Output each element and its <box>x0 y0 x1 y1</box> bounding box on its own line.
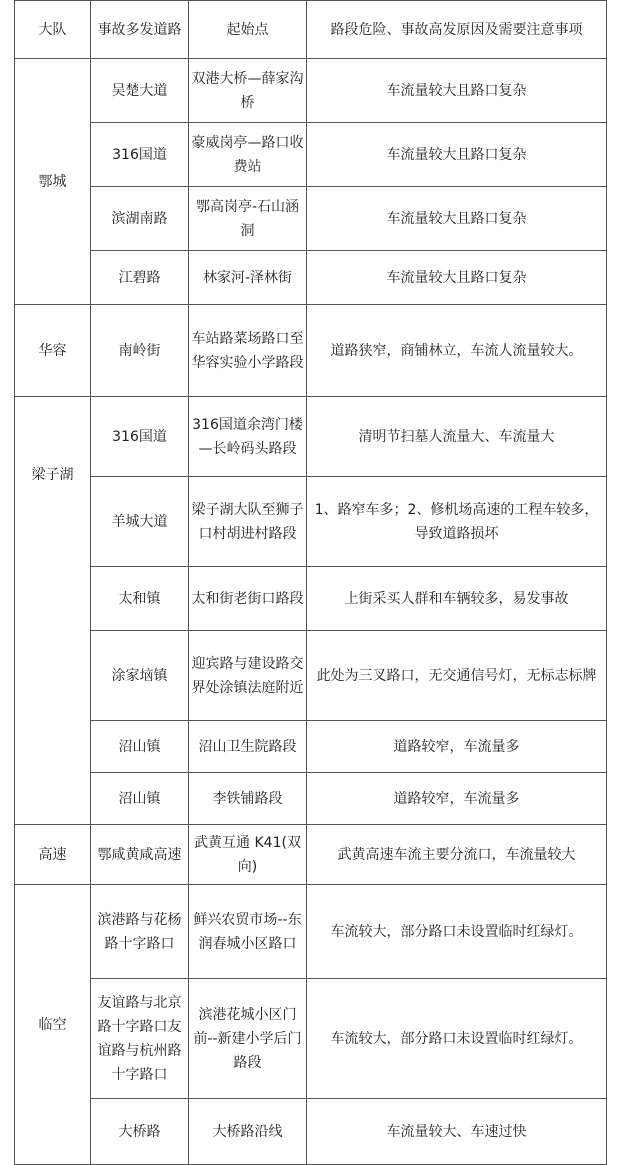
road-cell: 鄂咸黄咸高速 <box>91 825 189 885</box>
brigade-cell: 高速 <box>15 825 91 885</box>
road-cell: 江碧路 <box>91 251 189 305</box>
table-row <box>15 305 607 397</box>
section-cell: 双港大桥—薛家沟桥 <box>189 59 307 123</box>
table-row <box>15 1099 607 1165</box>
brigade-cell: 鄂城 <box>15 59 91 305</box>
table-row <box>15 187 607 251</box>
note-cell: 武黄高速车流主要分流口，车流量较大 <box>307 825 607 885</box>
road-cell: 沼山镇 <box>91 773 189 825</box>
section-cell: 太和街老街口路段 <box>189 567 307 631</box>
note-cell: 车流量较大、车速过快 <box>307 1099 607 1165</box>
road-cell: 沼山镇 <box>91 721 189 773</box>
note-cell: 上街采买人群和车辆较多，易发事故 <box>307 567 607 631</box>
road-cell: 316国道 <box>91 397 189 477</box>
road-cell: 316国道 <box>91 123 189 187</box>
note-cell: 车流量较大且路口复杂 <box>307 251 607 305</box>
section-cell: 滨港花城小区门前--新建小学后门路段 <box>189 979 307 1099</box>
note-cell: 此处为三叉路口，无交通信号灯，无标志标牌 <box>307 631 607 721</box>
note-cell: 车流量较大且路口复杂 <box>307 123 607 187</box>
road-cell: 滨港路与花杨路十字路口 <box>91 885 189 979</box>
table-row <box>15 251 607 305</box>
header-brigade: 大队 <box>15 1 91 59</box>
section-cell: 316国道余湾门楼—长岭码头路段 <box>189 397 307 477</box>
table-row <box>15 979 607 1099</box>
note-cell: 道路较窄，车流量多 <box>307 721 607 773</box>
section-cell: 豪威岗亭—路口收费站 <box>189 123 307 187</box>
table-row <box>15 721 607 773</box>
road-cell: 滨湖南路 <box>91 187 189 251</box>
section-cell: 林家河-泽林街 <box>189 251 307 305</box>
section-cell: 大桥路沿线 <box>189 1099 307 1165</box>
brigade-cell: 梁子湖 <box>15 397 91 825</box>
section-cell: 车站路菜场路口至华容实验小学路段 <box>189 305 307 397</box>
section-cell: 鄂高岗亭-石山涵洞 <box>189 187 307 251</box>
road-cell: 涂家垴镇 <box>91 631 189 721</box>
note-cell: 车流较大，部分路口未设置临时红绿灯。 <box>307 885 607 979</box>
note-cell: 道路较窄，车流量多 <box>307 773 607 825</box>
table-row <box>15 885 607 979</box>
note-cell: 车流量较大且路口复杂 <box>307 187 607 251</box>
road-cell: 吴楚大道 <box>91 59 189 123</box>
road-cell: 太和镇 <box>91 567 189 631</box>
table-row <box>15 825 607 885</box>
header-note: 路段危险、事故高发原因及需要注意事项 <box>307 1 607 59</box>
table-row <box>15 773 607 825</box>
table-row <box>15 567 607 631</box>
note-cell: 车流较大，部分路口未设置临时红绿灯。 <box>307 979 607 1099</box>
note-cell: 道路狭窄，商铺林立，车流人流量较大。 <box>307 305 607 397</box>
section-cell: 鲜兴农贸市场--东润春城小区路口 <box>189 885 307 979</box>
table-row <box>15 477 607 567</box>
road-cell: 羊城大道 <box>91 477 189 567</box>
brigade-cell: 临空 <box>15 885 91 1165</box>
header-road: 事故多发道路 <box>91 1 189 59</box>
note-cell: 车流量较大且路口复杂 <box>307 59 607 123</box>
road-cell: 南岭街 <box>91 305 189 397</box>
section-cell: 武黄互通 K41(双向) <box>189 825 307 885</box>
section-cell: 李铁铺路段 <box>189 773 307 825</box>
note-cell: 清明节扫墓人流量大、车流量大 <box>307 397 607 477</box>
brigade-cell: 华容 <box>15 305 91 397</box>
table-row <box>15 59 607 123</box>
section-cell: 迎宾路与建设路交界处涂镇法庭附近 <box>189 631 307 721</box>
section-cell: 梁子湖大队至狮子口村胡进村路段 <box>189 477 307 567</box>
table-row <box>15 397 607 477</box>
note-cell: 1、路窄车多；2、修机场高速的工程车较多，导致道路损坏 <box>307 477 607 567</box>
section-cell: 沼山卫生院路段 <box>189 721 307 773</box>
table-row <box>15 123 607 187</box>
header-section: 起始点 <box>189 1 307 59</box>
road-cell: 大桥路 <box>91 1099 189 1165</box>
road-cell: 友谊路与北京路十字路口友谊路与杭州路十字路口 <box>91 979 189 1099</box>
table-row <box>15 631 607 721</box>
accident-roads-table <box>14 0 607 1165</box>
table-header-row <box>15 1 607 59</box>
